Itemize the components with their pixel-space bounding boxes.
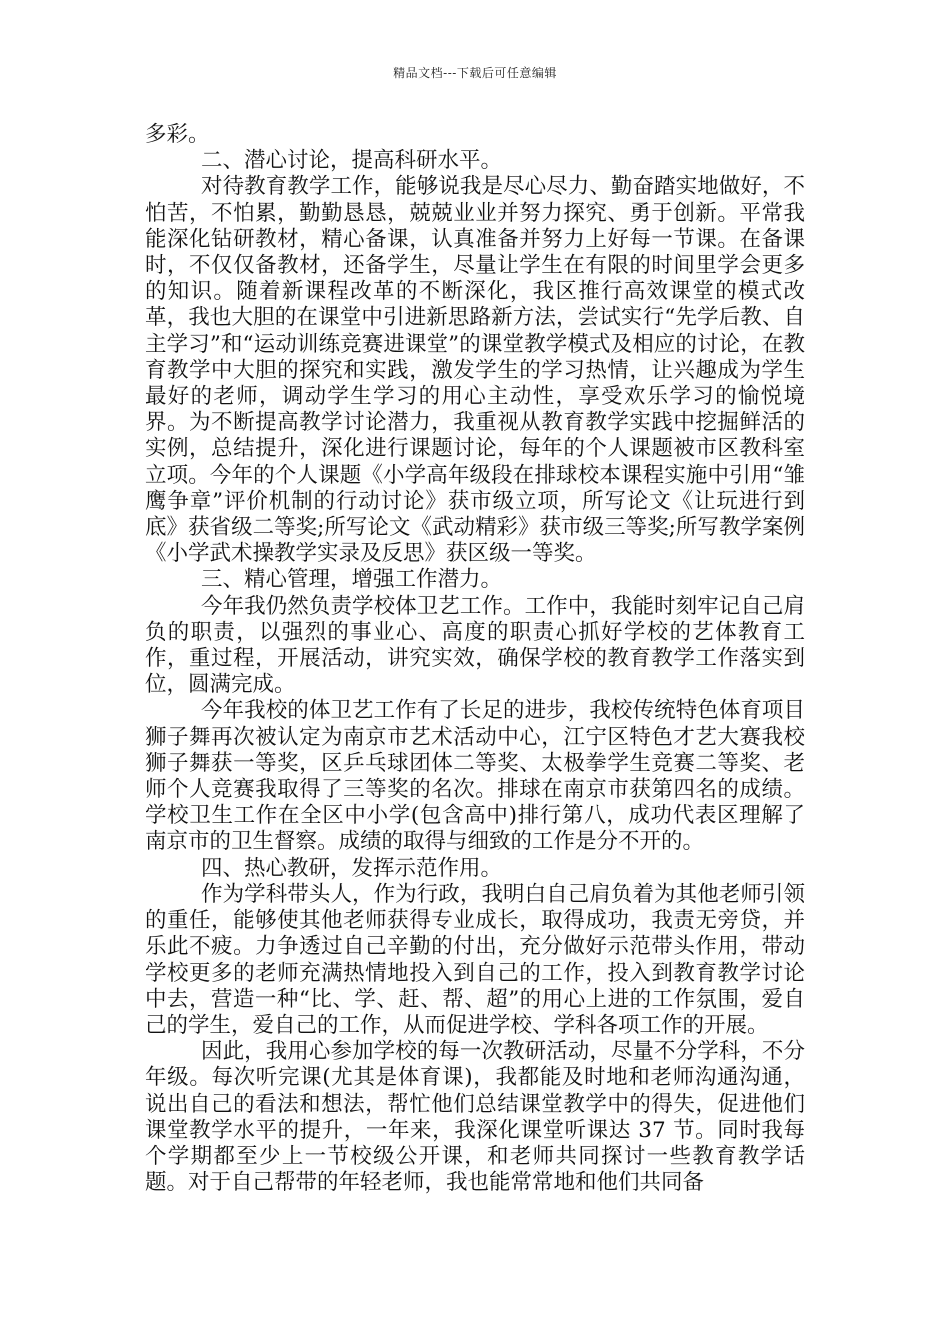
paragraph-achievements: 今年我校的体卫艺工作有了长足的进步，我校传统特色体育项目狮子舞再次被认定为南京市艺术活动中心，江宁区特色才艺大赛我校狮子舞获一等奖，区乒乓球团体二等奖、太极拳学生竞赛二等奖、老师个人竞赛我取得了三等奖的名次。排球在南京市获第四名的成绩。学校卫生工作在全区中小学(包含高中)排行第八，成功代表区理解了南京市的卫生督察。成绩的取得与细致的工作是分不开的。 <box>145 698 805 855</box>
paragraph-leadership: 作为学科带头人，作为行政，我明白自己肩负着为其他老师引领的重任，能够使其他老师获得专业成长，取得成功，我责无旁贷，并乐此不疲。力争透过自己辛勤的付出，充分做好示范带头作用，带动学校更多的老师充满热情地投入到自己的工作，投入到教育教学讨论中去，营造一种“比、学、赶、帮、超”的用心上进的工作氛围，爱自己的学生，爱自己的工作，从而促进学校、学科各项工作的开展。 <box>145 881 805 1038</box>
section-heading-2: 二、潜心讨论，提高科研水平。 <box>201 148 503 174</box>
paragraph-management: 今年我仍然负责学校体卫艺工作。工作中，我能时刻牢记自己肩负的职责，以强烈的事业心、高度的职责心抓好学校的艺体教育工作，重过程，开展活动，讲究实效，确保学校的教育教学工作落实到位，圆满完成。 <box>145 593 805 698</box>
section-heading-4: 四、热心教研，发挥示范作用。 <box>201 855 503 881</box>
page-header: 精品文档---下载后可任意编辑 <box>393 66 557 80</box>
paragraph-teaching-research: 因此，我用心参加学校的每一次教研活动，尽量不分学科，不分年级。每次听完课(尤其是体育课)，我都能及时地和老师沟通沟通，说出自己的看法和想法，帮忙他们总结课堂教学中的得失，促进他们课堂教学水平的提升，一年来，我深化课堂听课达 37 节。同时我每个学期都至少上一节校级公开课，和老师共同探讨一些教育教学话题。对于自己帮带的年轻老师，我也能常常地和他们共同备 <box>145 1039 805 1196</box>
document-body <box>145 122 805 1196</box>
paragraph-research: 对待教育教学工作，能够说我是尽心尽力、勤奋踏实地做好，不怕苦，不怕累，勤勤恳恳，兢兢业业并努力探究、勇于创新。平常我能深化钻研教材，精心备课，认真准备并努力上好每一节课。在备课时，不仅仅备教材，还备学生，尽量让学生在有限的时间里学会更多的知识。随着新课程改革的不断深化，我区推行高效课堂的模式改革，我也大胆的在课堂中引进新思路新方法，尝试实行“先学后教、自主学习”和“运动训练竞赛进课堂”的课堂教学模式及相应的讨论，在教育教学中大胆的探究和实践，激发学生的学习热情，让兴趣成为学生最好的老师，调动学生学习的用心主动性，享受欢乐学习的愉悦境界。为不断提高教学讨论潜力，我重视从教育教学实践中挖掘鲜活的实例，总结提升，深化进行课题讨论，每年的个人课题被市区教科室立项。今年的个人课题《小学高年级段在排球校本课程实施中引用“雏鹰争章”评价机制的行动讨论》获市级立项，所写论文《让玩进行到底》获省级二等奖;所写论文《武动精彩》获市级三等奖;所写教学案例《小学武术操教学实录及反思》获区级一等奖。 <box>145 174 805 567</box>
section-heading-3: 三、精心管理，增强工作潜力。 <box>201 567 503 593</box>
paragraph-continuation: 多彩。 <box>145 122 210 147</box>
